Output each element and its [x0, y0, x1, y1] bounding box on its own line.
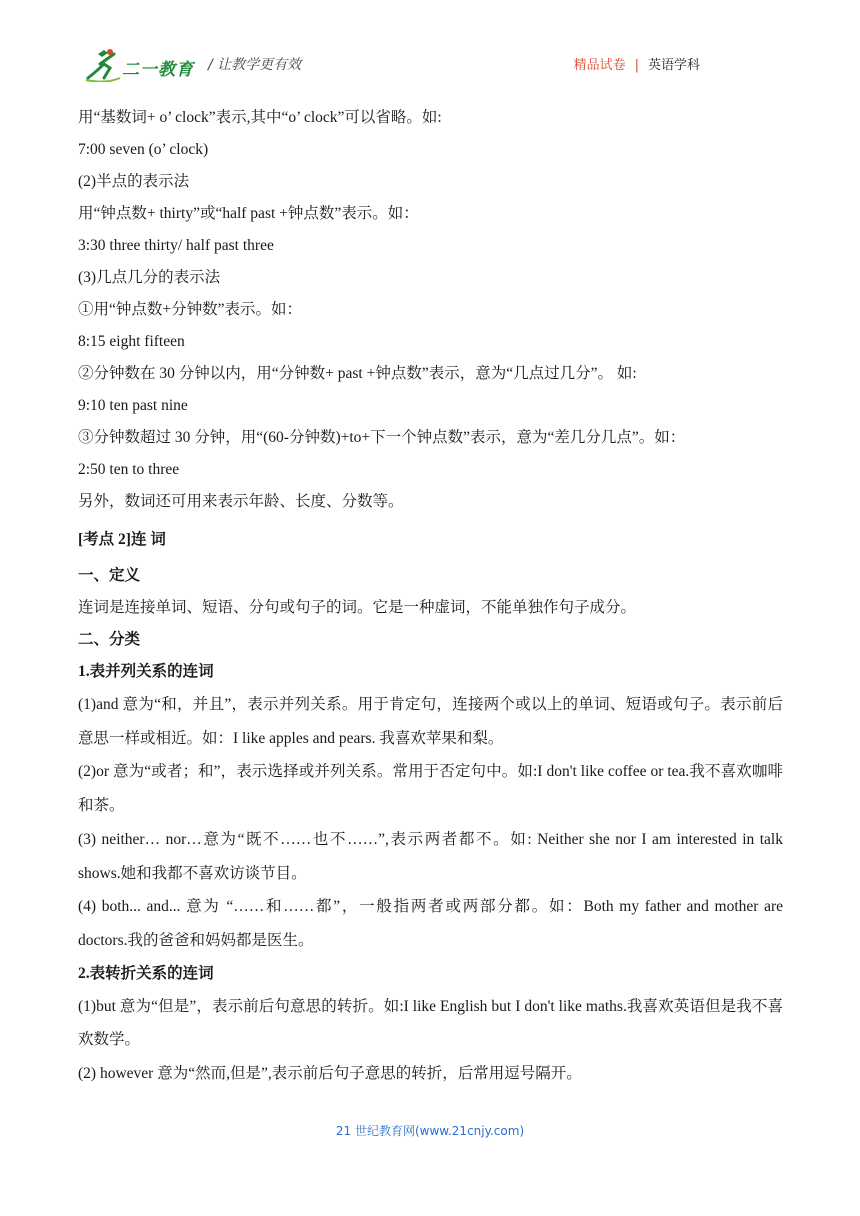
group1-heading: 1.表并列关系的连词 — [78, 663, 214, 680]
text-line: 8:15 eight fifteen — [78, 333, 185, 350]
text-line: 2:50 ten to three — [78, 461, 180, 478]
text-line: ③分钟数超过 30 分钟，用“(60-分钟数)+to+下一个钟点数”表示，意为“差几分几点”。如： — [78, 429, 686, 446]
text-line: ②分钟数在 30 分钟以内，用“分钟数+ past +钟点数”表示，意为“几点过几分”。 如: — [78, 365, 637, 382]
header-right — [574, 54, 700, 73]
text-line: (3)几点几分的表示法 — [78, 269, 221, 286]
group1-item-neither-nor: (3) neither… nor…意为“既不……也不……”,表示两者都不。如: Neither she nor I am interested in talk shows.她和我都不喜欢访谈节目。 — [78, 830, 783, 882]
group1-item-both-and: (4) both... and... 意为 “……和……都”，一般指两者或两部分都。如：Both my father and mother are doctors.我的爸爸和妈妈都是医生。 — [78, 898, 783, 949]
section-title: [考点 2]连 词 — [78, 531, 166, 548]
classification-heading: 二、分类 — [78, 631, 141, 648]
group2-heading: 2.表转折关系的连词 — [78, 964, 214, 982]
footer-source: 21 世纪教育网(www.21cnjy.com) — [335, 1124, 525, 1138]
group2-item-but: (1)but 意为“但是”，表示前后句意思的转折。如:I like English but I don't like maths.我喜欢英语但是我不喜欢数学。 — [78, 997, 783, 1049]
text-line: 另外，数词还可用来表示年龄、长度、分数等。 — [78, 493, 404, 510]
text-line: 9:10 ten past nine — [78, 397, 188, 414]
text-line: 3:30 three thirty/ half past three — [78, 237, 274, 254]
definition-heading: 一、定义 — [78, 567, 141, 584]
group1-item-and: (1)and 意为“和，并且”，表示并列关系。用于肯定句，连接两个或以上的单词、短语或句子。表示前后意思一样或相近。如：I like apples and pears. 我喜欢苹果和梨。 — [78, 696, 783, 747]
document-body — [78, 102, 783, 1091]
text-line: 7:00 seven (o’ clock) — [78, 141, 209, 158]
group1-item-or: (2)or 意为“或者；和”，表示选择或并列关系。常用于否定句中。如:I don't like coffee or tea.我不喜欢咖啡和茶。 — [78, 763, 783, 815]
definition-text: 连词是连接单词、短语、分句或句子的词。它是一种虚词，不能单独作句子成分。 — [78, 599, 637, 616]
logo-text: 二一教育 — [122, 60, 194, 80]
text-line: (2)半点的表示法 — [78, 173, 190, 190]
header-separator: | — [634, 58, 639, 73]
slogan: / 让教学更有效 — [208, 57, 302, 73]
text-line: 用“钟点数+ thirty”或“half past +钟点数”表示。如： — [78, 205, 419, 222]
text-line: ①用“钟点数+分钟数”表示。如： — [78, 301, 303, 318]
page-header — [0, 0, 860, 100]
group2-item-however: (2) however 意为“然而,但是”,表示前后句子意思的转折，后常用逗号隔开。 — [78, 1065, 582, 1083]
header-subject: 英语学科 — [647, 58, 700, 73]
header-tag: 精品试卷 — [573, 58, 626, 73]
text-line: 用“基数词+ o’ clock”表示,其中“o’ clock”可以省略。如: — [78, 109, 442, 126]
